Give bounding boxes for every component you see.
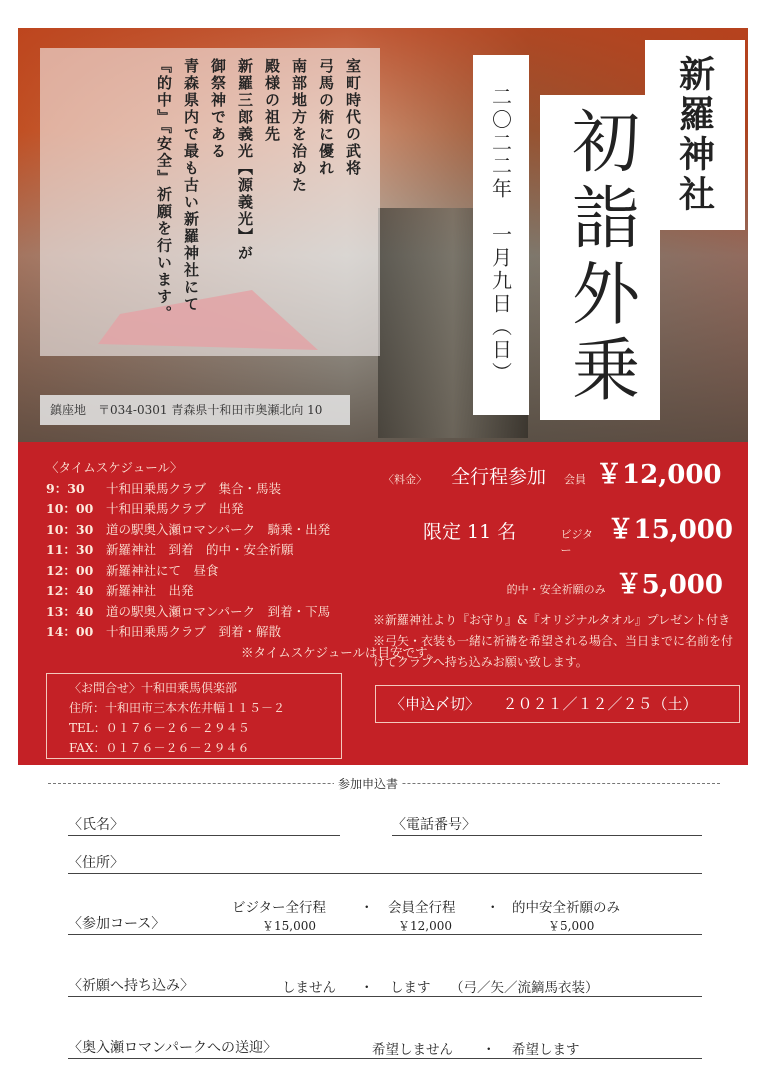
- course-option-member[interactable]: 会員全行程: [388, 900, 456, 916]
- schedule-text: 新羅神社 到着 的中・安全祈願: [106, 542, 294, 557]
- course-price: ￥5,000: [548, 919, 595, 933]
- schedule-text: 新羅神社 出発: [106, 583, 194, 598]
- intro-text: [150, 58, 366, 348]
- fee-label: 〈料金〉: [383, 473, 427, 486]
- separator: ・: [482, 1042, 496, 1058]
- intro-line: 弓馬の術に優れ: [317, 58, 335, 177]
- schedule-row: [46, 499, 439, 520]
- participant-limit: 限定 11 名: [423, 521, 517, 543]
- bring-option-no[interactable]: しません: [282, 980, 336, 996]
- info-panel: [18, 442, 748, 765]
- prayer-label: 的中・安全祈願のみ: [506, 583, 606, 596]
- contact-box: [46, 673, 342, 759]
- schedule-time: 12：40: [46, 583, 94, 598]
- transfer-label: 〈奥入瀬ロマンパークへの送迎〉: [68, 1040, 278, 1056]
- fees: [383, 454, 733, 601]
- notes: [373, 610, 743, 673]
- separator: ・: [486, 900, 500, 916]
- separator: ・: [360, 900, 374, 916]
- course-option-visitor[interactable]: ビジター全行程: [232, 900, 326, 916]
- intro-panel: [40, 48, 380, 356]
- schedule-row: [46, 479, 439, 500]
- address-label: 〈住所〉: [68, 855, 124, 871]
- schedule-note: ※タイムスケジュールは目安です。: [241, 644, 440, 660]
- bring-items: （弓／矢／流鏑馬衣装）: [450, 980, 599, 996]
- schedule-text: 道の駅奥入瀬ロマンパーク 到着・下馬: [106, 603, 331, 619]
- phone-field[interactable]: [392, 814, 702, 836]
- schedule-text: 十和田乗馬クラブ 集合・馬装: [106, 480, 282, 496]
- bring-option-yes[interactable]: します: [390, 980, 431, 996]
- name-label: 〈氏名〉: [68, 817, 124, 833]
- schedule-text: 十和田乗馬クラブ 出発: [106, 501, 244, 516]
- intro-line: 南部地方を治めた: [290, 58, 308, 194]
- transfer-option-yes[interactable]: 希望します: [512, 1042, 580, 1058]
- schedule-text: 道の駅奥入瀬ロマンパーク 騎乗・出発: [106, 521, 331, 537]
- address-field[interactable]: [68, 852, 702, 874]
- intro-line: 『的中』『安全』祈願を行います。: [155, 58, 173, 323]
- course-field: [68, 913, 702, 935]
- member-price: ￥12,000: [596, 460, 722, 490]
- schedule-time: 11：30: [46, 542, 94, 557]
- schedule-row: [46, 540, 439, 561]
- full-course-label: 全行程参加: [451, 466, 547, 488]
- form-title: 参加申込書: [334, 775, 402, 792]
- schedule-time: 10：00: [46, 501, 94, 516]
- course-label: 〈参加コース〉: [68, 916, 166, 932]
- name-field[interactable]: [68, 814, 340, 836]
- schedule-time: 10：30: [46, 521, 94, 537]
- member-label: 会員: [564, 473, 587, 486]
- contact-fax: FAX：０１７６－２６－２９４６: [69, 741, 250, 755]
- course-price: ￥12,000: [398, 919, 452, 933]
- bring-field: [68, 975, 702, 997]
- shrine-name: 新羅神社: [645, 40, 745, 230]
- deadline-box: [375, 685, 740, 723]
- phone-label: 〈電話番号〉: [392, 817, 476, 833]
- schedule-text: 新羅神社にて 昼食: [106, 562, 219, 578]
- contact-address: 住所：十和田市三本木佐井幅１１５－２: [69, 701, 286, 715]
- note: ※新羅神社より『お守り』&『オリジナルタオル』プレゼント付き: [373, 613, 731, 627]
- bring-label: 〈祈願へ持ち込み〉: [68, 978, 194, 994]
- visitor-label: ビジター: [560, 528, 594, 557]
- separator: ・: [360, 980, 374, 996]
- schedule-row: [46, 561, 439, 582]
- schedule-heading: 〈タイムスケジュール〉: [46, 460, 183, 475]
- deadline-label: 〈申込〆切〉: [390, 695, 473, 713]
- schedule-text: 十和田乗馬クラブ 到着・解散: [106, 624, 282, 639]
- contact-heading: 〈お問合せ〉十和田乗馬倶楽部: [69, 681, 238, 695]
- prayer-price: ￥5,000: [615, 570, 723, 600]
- course-price: ￥15,000: [262, 919, 316, 933]
- intro-line: 殿様の祖先: [263, 58, 281, 143]
- visitor-price: ￥15,000: [607, 515, 733, 545]
- note: ※弓矢・衣装も一緒に祈禱を希望される場合、当日までに名前を付けてクラブへ持ち込みお願い致します。: [373, 634, 734, 669]
- schedule-time: 14：00: [46, 624, 94, 639]
- shrine-location: [40, 395, 350, 425]
- schedule-time: 9：30: [46, 480, 85, 496]
- course-option-prayer[interactable]: 的中安全祈願のみ: [512, 900, 620, 916]
- intro-line: 室町時代の武将: [344, 58, 362, 177]
- contact-tel: TEL：０１７６－２６－２９４５: [69, 721, 250, 735]
- transfer-option-no[interactable]: 希望しません: [372, 1042, 453, 1058]
- intro-line: 青森県内で最も古い新羅神社にて: [182, 58, 200, 313]
- location-address: 〒034-0301 青森県十和田市奥瀬北向 10: [98, 403, 323, 417]
- schedule-time: 12：00: [46, 562, 94, 578]
- deadline-date: ２０２１／１２／２５（土）: [502, 695, 698, 713]
- schedule-row: [46, 520, 439, 541]
- intro-line: 新羅三郎義光【源義光】が: [236, 58, 254, 262]
- schedule-row: [46, 581, 439, 602]
- schedule-time: 13：40: [46, 603, 94, 619]
- location-label: 鎮座地: [50, 403, 87, 417]
- event-date: 二〇二二年 一月九日（日）: [473, 55, 529, 415]
- intro-line: 御祭神である: [209, 58, 227, 160]
- event-title: 初詣外乗: [540, 95, 660, 420]
